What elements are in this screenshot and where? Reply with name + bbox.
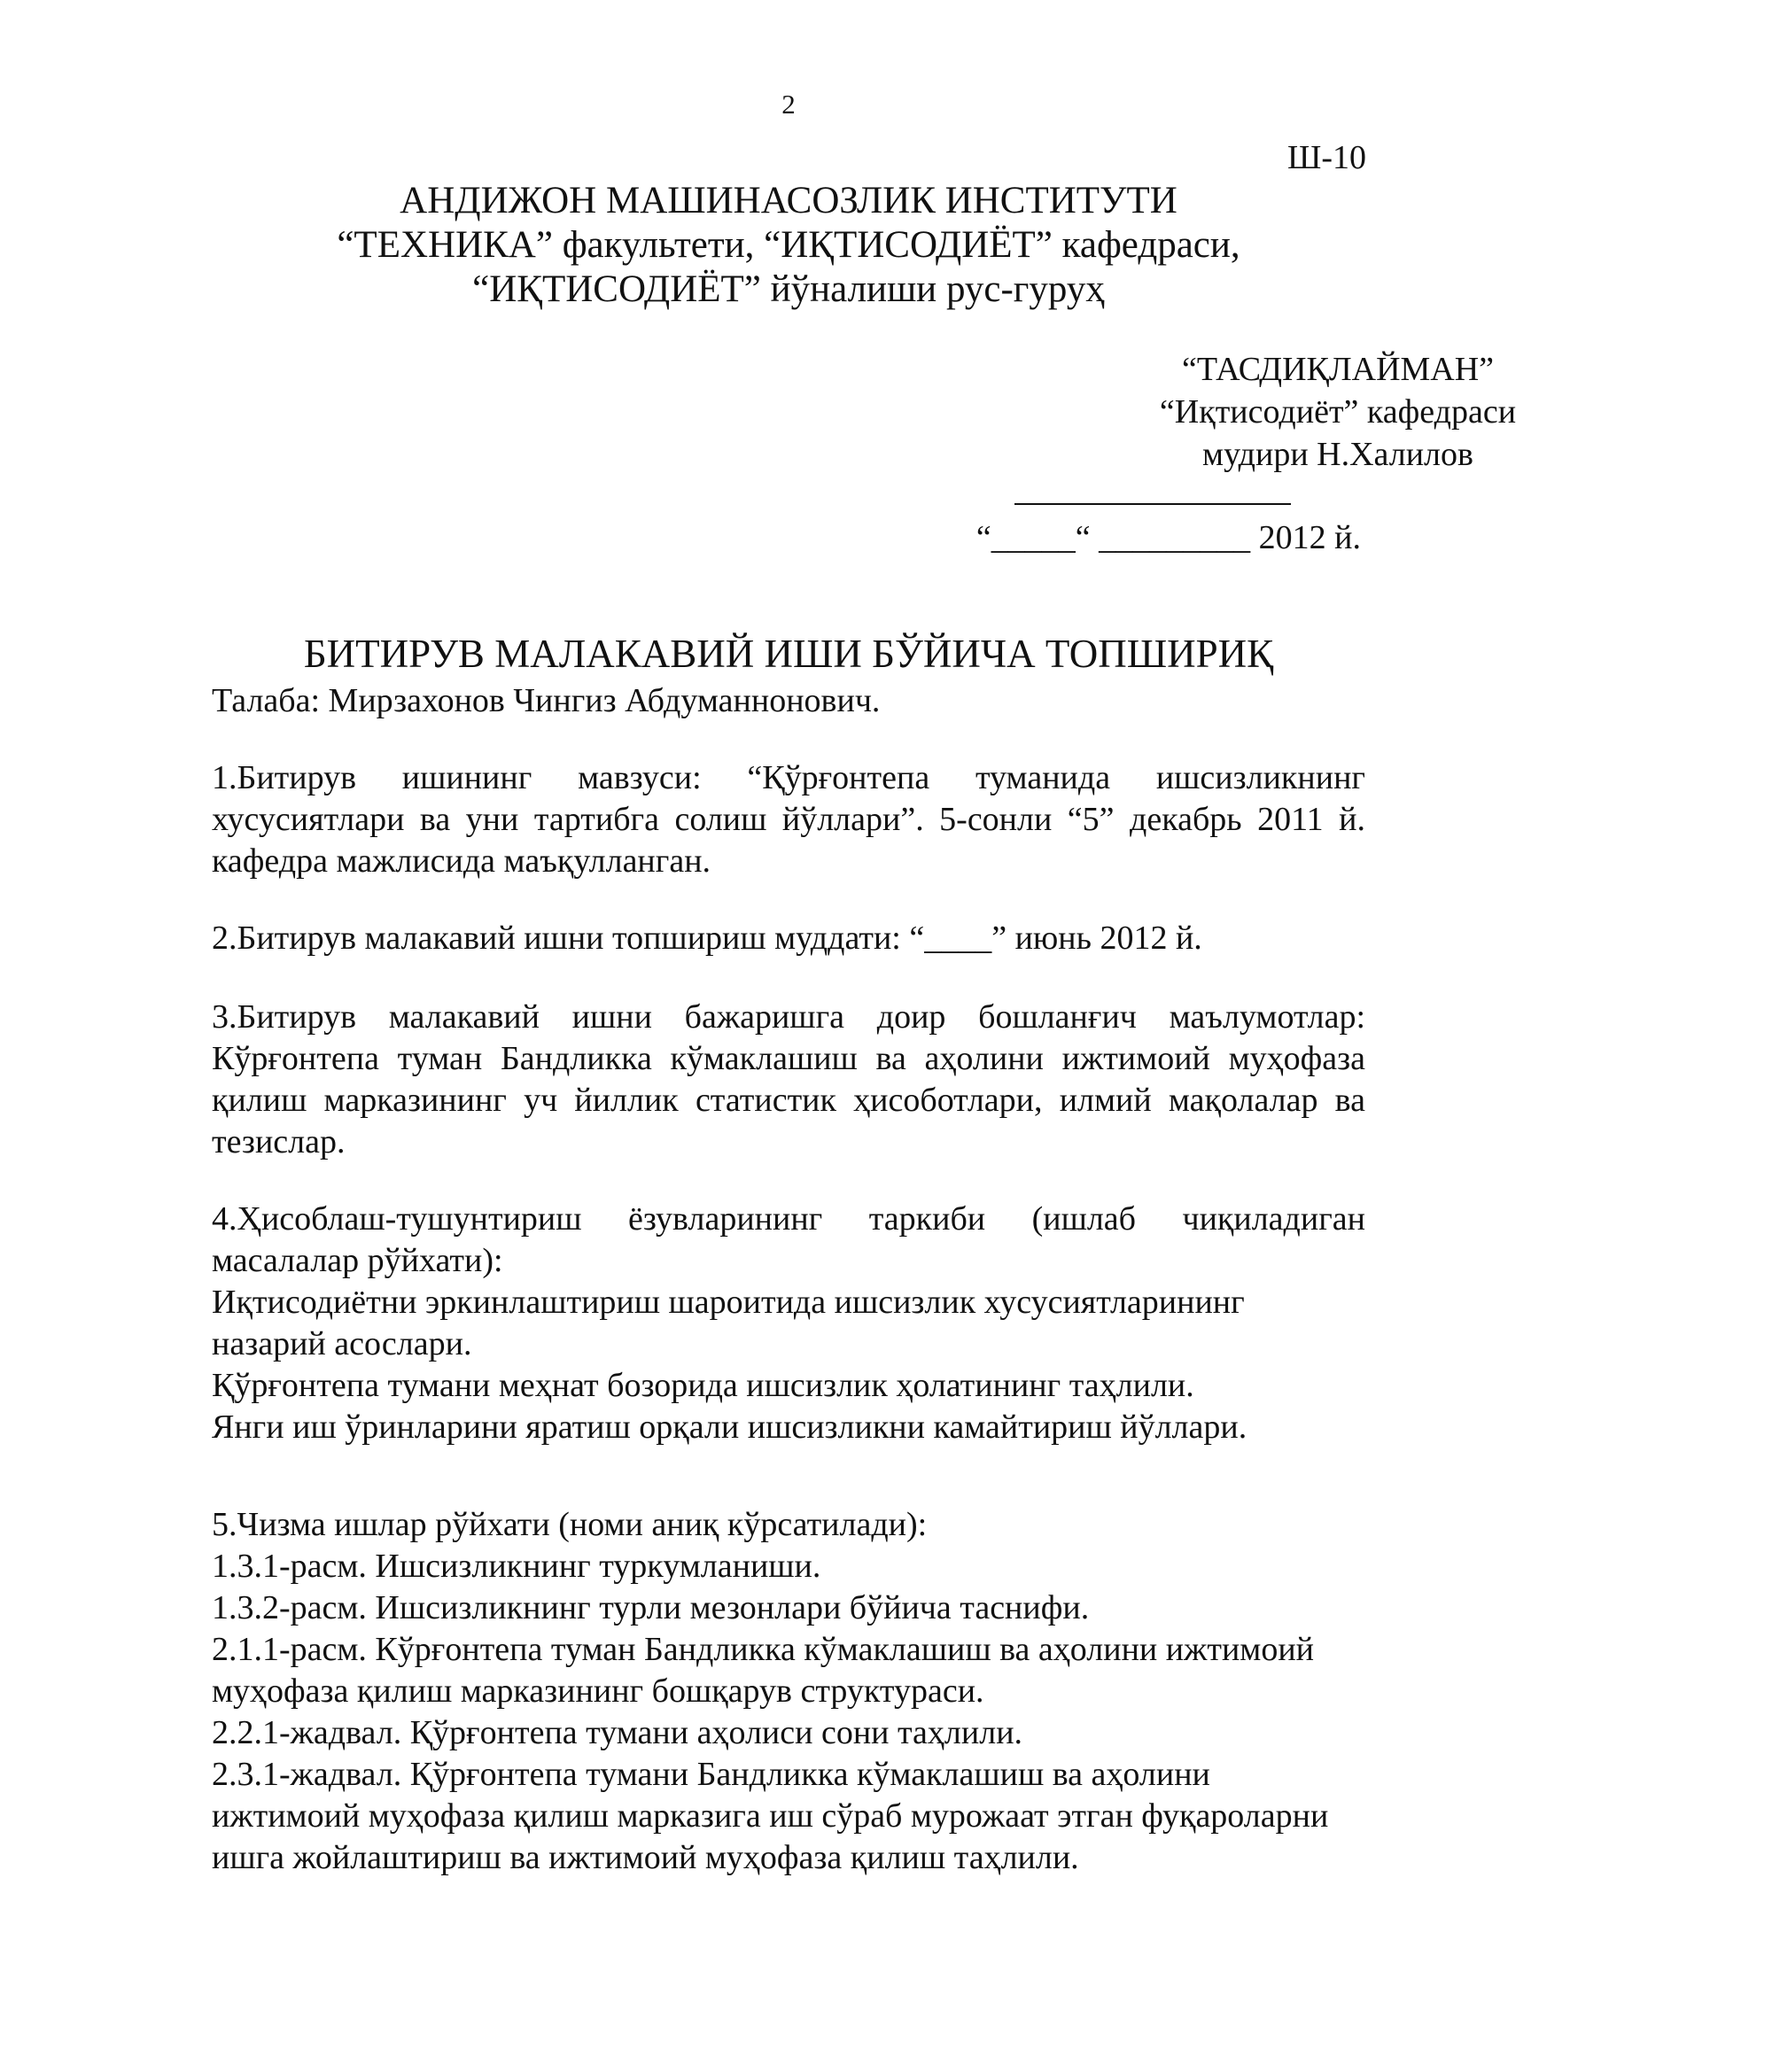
section-3-line: қилиш марказининг уч йиллик статистик ҳисоботлари, илмий мақолалар ва — [212, 1082, 1365, 1119]
section-5-line: 1.3.2-расм. Ишсизликнинг турли мезонлари бўйича таснифи. — [212, 1589, 1090, 1626]
section-3-line: 3.Битирув малакавий ишни бажаришга доир бошланғич маълумотлар: — [212, 998, 1365, 1036]
section-2: 2.Битирув малакавий ишни топшириш муддати: “____” июнь 2012 й. — [212, 920, 1202, 957]
section-1 — [212, 757, 1365, 882]
approval-title: “ТАСДИҚЛАЙМАН” — [1181, 351, 1495, 388]
page-number: 2 — [781, 89, 796, 120]
section-5-line: 5.Чизма ишлар рўйхати (номи аниқ кўрсатилади): — [212, 1506, 928, 1543]
section-1-line: 1.Битирув ишининг мавзуси: “Қўрғонтепа туманида ишсизликнинг — [212, 759, 1365, 796]
student-line: Талаба: Мирзахонов Чингиз Абдуманнонович. — [212, 682, 881, 719]
section-4-line: 4.Ҳисоблаш-тушунтириш ёзувларининг таркиби (ишлаб чиқиладиган — [212, 1200, 1365, 1238]
faculty-line: “ТЕХНИКА” факультети, “ИҚТИСОДИЁТ” кафедраси, — [337, 224, 1240, 266]
section-4-line: масалалар рўйхати): — [212, 1242, 503, 1279]
section-5 — [212, 1504, 1365, 1879]
section-4 — [212, 1199, 1365, 1448]
section-1-line: хусусиятлари ва уни тартибга солиш йўллари”. 5-сонли “5” декабрь 2011 й. — [212, 801, 1365, 838]
section-3-line: Кўрғонтепа туман Бандликка кўмаклашиш ва аҳолини ижтимоий муҳофаза — [212, 1040, 1365, 1077]
approval-date-line: “_____“ _________ 2012 й. — [975, 519, 1361, 556]
section-5-line: муҳофаза қилиш марказининг бошқарув структураси. — [212, 1672, 984, 1710]
institute-name: АНДИЖОН МАШИНАСОЗЛИК ИНСТИТУТИ — [400, 180, 1177, 221]
section-3-line: тезислар. — [212, 1123, 346, 1160]
section-4-line: Иқтисодиётни эркинлаштириш шароитида ишсизлик хусусиятларининг — [212, 1284, 1245, 1321]
document-title: БИТИРУВ МАЛАКАВИЙ ИШИ БЎЙИЧА ТОПШИРИҚ — [303, 632, 1274, 676]
section-4-line: Янги иш ўринларини яратиш орқали ишсизликни камайтириш йўллари. — [212, 1408, 1247, 1446]
section-5-line: ишга жойлаштириш ва ижтимоий муҳофаза қилиш таҳлили. — [212, 1839, 1079, 1876]
signature-line — [1014, 503, 1291, 505]
approval-head: мудири Н.Халилов — [1202, 436, 1473, 473]
section-4-line: Қўрғонтепа тумани меҳнат бозорида ишсизлик ҳолатининг таҳлили. — [212, 1367, 1194, 1404]
section-4-line: назарий асослари. — [212, 1325, 472, 1362]
form-code: Ш-10 — [1287, 139, 1366, 176]
section-5-line: 2.3.1-жадвал. Қўрғонтепа тумани Бандликка кўмаклашиш ва аҳолини — [212, 1756, 1210, 1793]
direction-line: “ИҚТИСОДИЁТ” йўналиши рус-гуруҳ — [472, 268, 1105, 310]
section-5-line: 1.3.1-расм. Ишсизликнинг туркумланиши. — [212, 1548, 821, 1585]
section-1-line: кафедра мажлисида маъқулланган. — [212, 842, 711, 880]
section-3 — [212, 997, 1365, 1163]
section-5-line: 2.1.1-расм. Кўрғонтепа туман Бандликка кўмаклашиш ва аҳолини ижтимоий — [212, 1631, 1314, 1668]
section-5-line: 2.2.1-жадвал. Қўрғонтепа тумани аҳолиси сони таҳлили. — [212, 1714, 1023, 1751]
approval-dept: “Иқтисодиёт” кафедраси — [1159, 393, 1517, 431]
section-5-line: ижтимоий муҳофаза қилиш марказига иш сўраб мурожаат этган фуқароларни — [212, 1797, 1329, 1835]
